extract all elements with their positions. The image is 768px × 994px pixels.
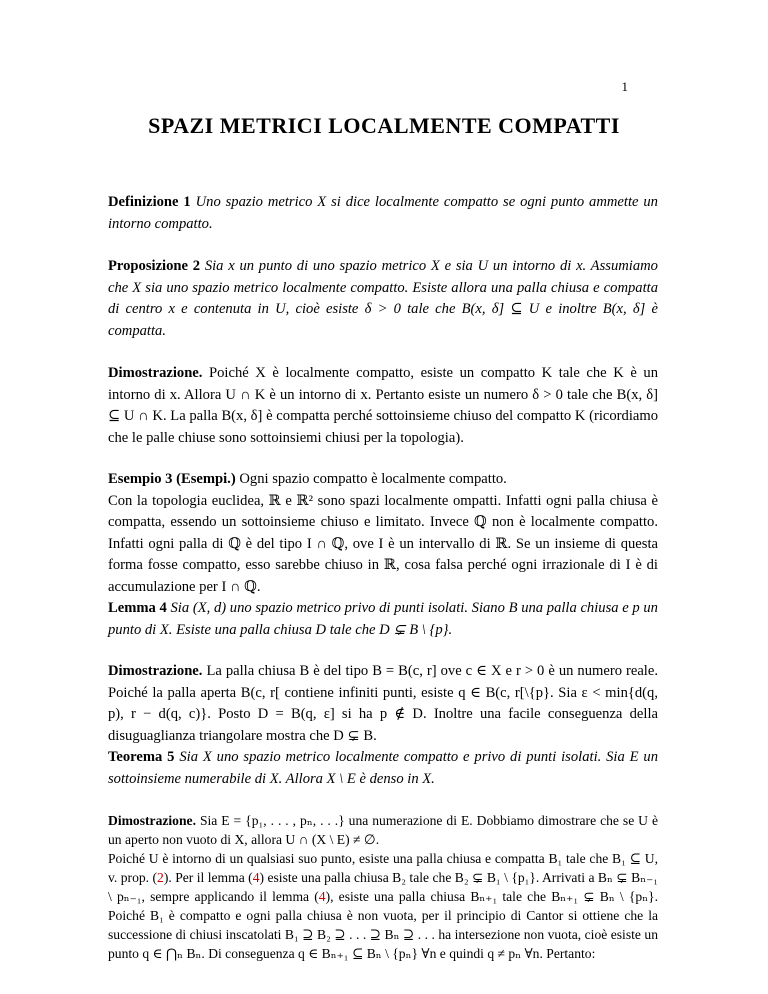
proof-paragraph-2b: ). Per il lemma ( bbox=[163, 870, 253, 885]
proof-text: Poiché X è localmente compatto, esiste un compatto K tale che K è un intorno di x. Allora U ∩ K è un intorno di x. Pertanto esiste un numero δ > 0 tale che B(x, δ] ⊆ U ∩ K. La palla B(x, δ] è compatta perché sottoinsieme chiuso del compatto K (ricordiamo che le palle chiuse sono sottoinsiemi chiusi per la topologia). bbox=[108, 365, 658, 446]
lemma-label: Lemma 4 bbox=[108, 600, 167, 616]
proof-paragraph-2c: ) esiste una palla chiusa B₂ tale che B₂ ⊊ B₁ \ {p₁}. Arrivati a Bₙ ⊊ Bₙ₋₁ \ pₙ₋₁, sempre applicando il lemma ( bbox=[108, 870, 659, 904]
proof-label: Dimostrazione. bbox=[108, 813, 196, 828]
proof-paragraph-2a: Poiché U è intorno di un qualsiasi suo punto, esiste una palla chiusa e compatta B₁ tale che B₁ ⊆ U, v. prop. ( bbox=[108, 851, 658, 885]
theorem-text: Sia X uno spazio metrico localmente compatto e privo di punti isolati. Sia E un sottoinsieme numerabile di X. Allora X \ E è denso in X. bbox=[108, 749, 659, 787]
proof-label: Dimostrazione. bbox=[108, 365, 203, 381]
lemma-4 bbox=[108, 598, 658, 641]
definition-1 bbox=[108, 192, 658, 235]
proposition-label: Proposizione 2 bbox=[108, 258, 201, 274]
definition-label: Definizione 1 bbox=[108, 194, 191, 210]
theorem-label: Teorema 5 bbox=[108, 749, 175, 765]
proof-proposition-2 bbox=[108, 363, 658, 449]
page-title: SPAZI METRICI LOCALMENTE COMPATTI bbox=[148, 113, 620, 138]
proof-theorem-5 bbox=[108, 811, 658, 963]
ref-lemma-link[interactable]: 4 bbox=[318, 889, 326, 904]
example-label: Esempio 3 (Esempi.) bbox=[108, 471, 236, 487]
ref-proposition-link[interactable]: 2 bbox=[157, 870, 164, 885]
proposition-text: Sia x un punto di uno spazio metrico X e sia U un intorno di x. Assumiamo che X sia uno spazio metrico localmente compatto. Esiste allora una palla chiusa e compatta di centro x e contenuta in U, cioè esiste δ > 0 tale che B(x, δ] ⊆ U e inoltre B(x, δ] è compatta. bbox=[108, 258, 658, 339]
example-text: Con la topologia euclidea, ℝ e ℝ² sono spazi localmente ompatti. Infatti ogni palla chiusa è compatta, essendo un sottoinsieme chiuso e limitato. Invece ℚ non è localmente compatto. Infatti ogni palla di ℚ è del tipo I ∩ ℚ, ove I è un intervallo di ℝ. Se un insieme di questa forma fosse compatto, esso sarebbe chiuso in ℝ, cosa falsa perché ogni irrazionale di I è di accumulazione per I ∩ ℚ. bbox=[108, 492, 658, 595]
proposition-2 bbox=[108, 256, 658, 342]
example-3 bbox=[108, 469, 658, 598]
proof-paragraph-1: Sia E = {p₁, . . . , pₙ, . . .} una numerazione di E. Dobbiamo dimostrare che se U è un aperto non vuoto di X, allora U ∩ (X \ E) ≠ ∅. bbox=[108, 813, 658, 847]
proof-lemma-4 bbox=[108, 661, 658, 747]
definition-text: Uno spazio metrico X si dice localmente compatto se ogni punto ammette un intorno compatto. bbox=[108, 194, 658, 232]
lemma-text: Sia (X, d) uno spazio metrico privo di punti isolati. Siano B una palla chiusa e p un punto di X. Esiste una palla chiusa D tale che D ⊊ B \ {p}. bbox=[108, 600, 658, 638]
page-number: 1 bbox=[621, 79, 628, 94]
theorem-5 bbox=[108, 747, 658, 790]
proof-paragraph-2d: ), esiste una palla chiusa Bₙ₊₁ tale che Bₙ₊₁ ⊊ Bₙ \ {pₙ}. Poiché B₁ è compatto e ogni palla chiusa è non vuota, per il principio di Cantor si ottiene che la successione di chiusi inscatolati B₁ ⊇ B₂ ⊇ . . . ⊇ Bₙ ⊇ . . . ha intersezione non vuota, cioè esiste un punto q ∈ ⋂ₙ Bₙ. Di conseguenza q ∈ Bₙ₊₁ ⊆ Bₙ \ {pₙ} ∀n e quindi q ≠ pₙ ∀n. Pertanto: bbox=[108, 889, 658, 961]
proof-label: Dimostrazione. bbox=[108, 663, 203, 679]
example-first-line: Ogni spazio compatto è localmente compatto. bbox=[239, 471, 507, 487]
proof-text: La palla chiusa B è del tipo B = B(c, r] ove c ∈ X e r > 0 è un numero reale. Poiché la palla aperta B(c, r[ contiene infiniti punti, esiste q ∈ B(c, r[\{p}. Sia ε < min{d(q, p), r − d(q, c)}. Posto D = B(q, ε] si ha p ∉ D. Inoltre una facile conseguenza della disuguaglianza triangolare mostra che D ⊊ B. bbox=[108, 663, 658, 744]
ref-lemma-link[interactable]: 4 bbox=[252, 870, 260, 885]
